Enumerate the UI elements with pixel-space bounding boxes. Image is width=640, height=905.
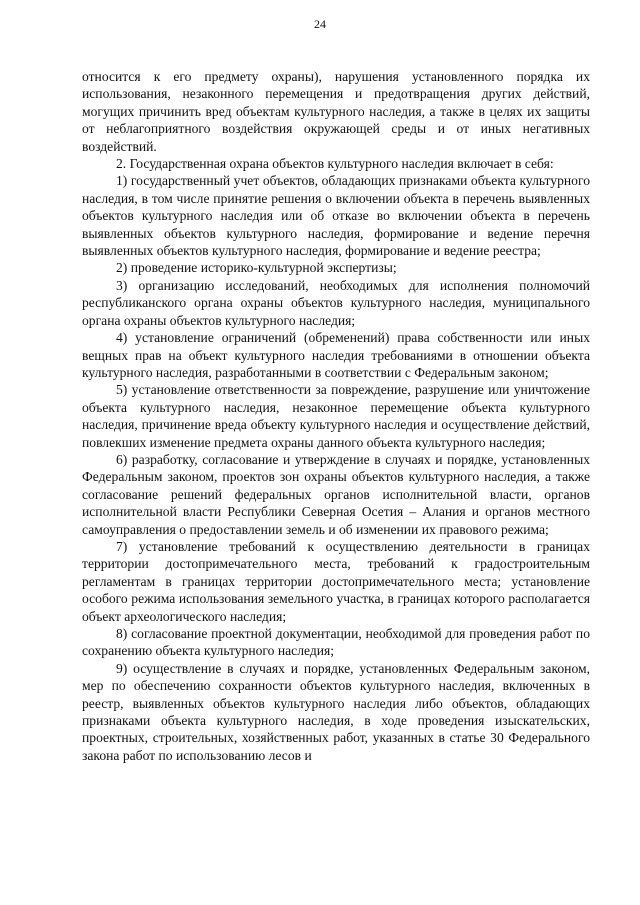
list-item-9: 9) осуществление в случаях и порядке, установленных Федеральным законом, мер по обеспечению сохранности объектов культурного наследия, включенных в реестр, выявленных объектов культурного наследия либо объектов, обладающих признаками объекта культурного наследия, в ходе проведения изыскательских, проектных, строительных, хозяйственных работ, указанных в статье 30 Федерального закона работ по использованию лесов и xyxy=(82,660,590,763)
list-item-8: 8) согласование проектной документации, необходимой для проведения работ по сохранению объекта культурного наследия; xyxy=(82,626,590,659)
list-item-3: 3) организацию исследований, необходимых для исполнения полномочий республиканского органа охраны объектов культурного наследия, муниципального органа охраны объектов культурного наследия; xyxy=(82,277,590,328)
paragraph-continuation: относится к его предмету охраны), нарушения установленного порядка их использования, незаконного перемещения и предотвращения других действий, могущих причинить вред объектам культурного наследия, а также в целях их защиты от неблагоприятного воздействия окружающей среды и от иных негативных воздействий. xyxy=(82,69,590,154)
document-body xyxy=(82,68,590,764)
list-item-5: 5) установление ответственности за повреждение, разрушение или уничтожение объекта культурного наследия, незаконное перемещение объекта культурного наследия, причинение вреда объекту культурного наследия и осуществление действий, повлекших изменение предмета охраны данного объекта культурного наследия; xyxy=(82,382,590,450)
list-item-2: 2) проведение историко-культурной экспертизы; xyxy=(116,260,397,276)
list-item-4: 4) установление ограничений (обременений) права собственности или иных вещных прав на объект культурного наследия требованиями в отношении объекта культурного наследия, разработанными в соответствии с Федеральным законом; xyxy=(82,330,590,380)
paragraph-item-2: 2. Государственная охрана объектов культурного наследия включает в себя: xyxy=(116,156,554,172)
page-number: 24 xyxy=(314,17,326,31)
list-item-1: 1) государственный учет объектов, обладающих признаками объекта культурного наследия, в том числе принятие решения о включении объекта в перечень выявленных объектов культурного наследия или об отказе во включении объекта в перечень выявленных объектов культурного наследия, формирование и ведение перечня выявленных объектов культурного наследия, формирование и ведение реестра; xyxy=(82,173,590,259)
list-item-6: 6) разработку, согласование и утверждение в случаях и порядке, установленных Федеральным законом, проектов зон охраны объектов культурного наследия, а также согласование решений федеральных органов исполнительной власти, органов исполнительной власти Республики Северная Осетия – Алания и органов местного самоуправления о предоставлении земель и об изменении их правового режима; xyxy=(82,451,590,537)
list-item-7: 7) установление требований к осуществлению деятельности в границах территории достопримечательного места, требований к градостроительным регламентам в границах территории достопримечательного места; установление особого режима использования земельного участка, в границах которого располагается объект археологического наследия; xyxy=(82,538,590,624)
